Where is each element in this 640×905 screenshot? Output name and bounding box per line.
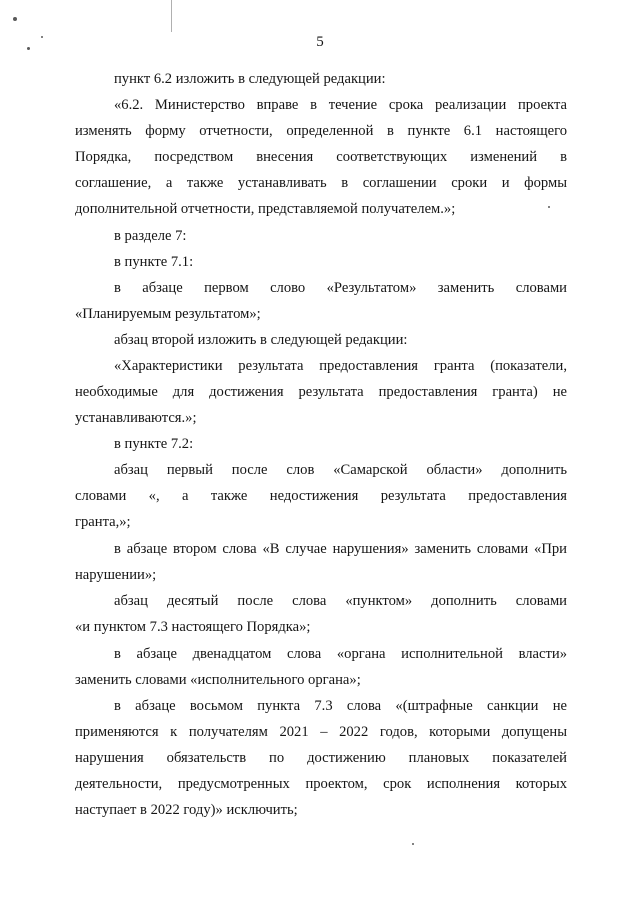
paragraph-line: в абзаце первом слово «Результатом» заменить словами (114, 280, 567, 296)
paragraph-line: изменять форму отчетности, определенной в пункте 6.1 настоящего (75, 123, 567, 139)
paragraph-line: «Планируемым результатом»; (75, 306, 261, 322)
paragraph-line: Порядка, посредством внесения соответствующих изменений в (75, 149, 567, 165)
page-number: 5 (316, 34, 324, 50)
paragraph-line: применяются к получателям 2021 – 2022 годов, которыми допущены (75, 724, 567, 740)
paragraph-line: в пункте 7.2: (114, 436, 194, 452)
paragraph-line: необходимые для достижения результата предоставления гранта) не (75, 384, 567, 400)
paragraph-line: нарушения обязательств по достижению плановых показателей (75, 750, 567, 766)
paragraph-line: заменить словами «исполнительного органа»; (75, 672, 361, 688)
paragraph-line: словами «, а также недостижения результата предоставления (75, 488, 567, 504)
paragraph-line: «6.2. Министерство вправе в течение срока реализации проекта (114, 97, 567, 113)
paragraph-line: абзац первый после слов «Самарской области» дополнить (114, 462, 567, 478)
scan-artifact-line (171, 0, 172, 32)
paragraph-line: в абзаце двенадцатом слова «органа исполнительной власти» (114, 646, 567, 662)
scan-artifact-speck (13, 17, 17, 21)
paragraph-line: деятельности, предусмотренных проектом, срок исполнения которых (75, 776, 567, 792)
paragraph-line: абзац десятый после слова «пунктом» дополнить словами (114, 593, 567, 609)
paragraph-line: пункт 6.2 изложить в следующей редакции: (114, 71, 386, 87)
paragraph-line: «Характеристики результата предоставления гранта (показатели, (114, 358, 567, 374)
paragraph-line: наступает в 2022 году)» исключить; (75, 802, 298, 818)
paragraph-line: соглашение, а также устанавливать в соглашении сроки и формы (75, 175, 567, 191)
paragraph-line: в абзаце втором слова «В случае нарушения» заменить словами «При (114, 541, 567, 557)
paragraph-line: абзац второй изложить в следующей редакции: (114, 332, 408, 348)
paragraph-line: в разделе 7: (114, 228, 187, 244)
paragraph-line: гранта,»; (75, 514, 131, 530)
paragraph-line: «и пунктом 7.3 настоящего Порядка»; (75, 619, 311, 635)
scan-artifact-speck (412, 843, 414, 845)
paragraph-line: нарушении»; (75, 567, 157, 583)
paragraph-line: в абзаце восьмом пункта 7.3 слова «(штрафные санкции не (114, 698, 567, 714)
paragraph-line: дополнительной отчетности, представляемой получателем.»; (75, 201, 456, 217)
paragraph-line: в пункте 7.1: (114, 254, 194, 270)
paragraph-line: устанавливаются.»; (75, 410, 197, 426)
